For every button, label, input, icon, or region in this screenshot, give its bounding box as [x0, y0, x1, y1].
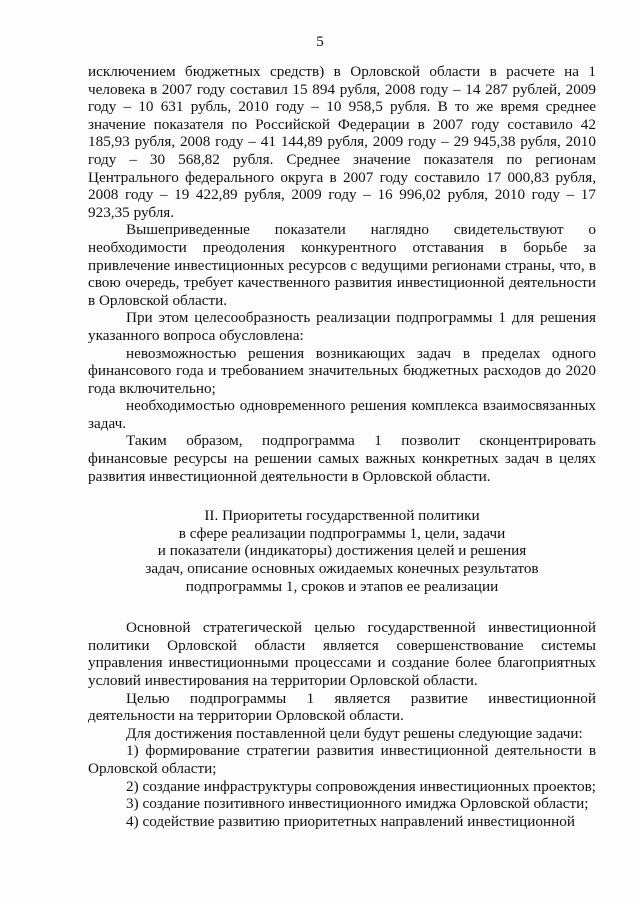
paragraph: Основной стратегической целью государственной инвестиционной политики Орловской области является совершенствование системы управления инвестиционными процессами и создание более благоприятных условий инвестирования на территории Орловской области.	[88, 619, 596, 689]
paragraph: невозможностью решения возникающих задач в пределах одного финансового года и требованием значительных бюджетных расходов до 2020 года включительно;	[88, 344, 596, 397]
paragraph: При этом целесообразность реализации подпрограммы 1 для решения указанного вопроса обусловлена:	[88, 309, 596, 344]
document-body	[88, 63, 596, 830]
paragraph: 2) создание инфраструктуры сопровождения инвестиционных проектов;	[126, 777, 596, 795]
paragraph: 3) создание позитивного инвестиционного имиджа Орловской области;	[126, 795, 589, 813]
paragraph: 4) содействие развитию приоритетных направлений инвестиционной	[126, 812, 575, 830]
paragraph: 1) формирование стратегии развития инвестиционной деятельности в Орловской области;	[88, 742, 596, 777]
heading-line: задач, описание основных ожидаемых конечных результатов	[145, 560, 539, 578]
paragraph: Для достижения поставленной цели будут решены следующие задачи:	[126, 724, 583, 742]
heading-line: и показатели (индикаторы) достижения целей и решения	[157, 542, 527, 560]
heading-line: II. Приоритеты государственной политики	[204, 507, 480, 525]
top-paragraphs	[88, 63, 596, 485]
paragraph: исключением бюджетных средств) в Орловской области в расчете на 1 человека в 2007 году составил 15 894 рубля, 2008 году – 14 287 рублей, 2009 году – 10 631 рубль, 2010 году – 10 958,5 рубля. В то же время среднее значение показателя по Российской Федерации в 2007 году составило 42 185,93 рубля, 2008 году – 41 144,89 рубля, 2009 году – 29 945,38 рубля, 2010 году – 30 568,82 рубля. Среднее значение показателя по регионам Центрального федерального округа в 2007 году составило 17 000,83 рубля, 2008 году – 19 422,89 рубля, 2009 году – 16 996,02 рубля, 2010 году – 17 923,35 рубля.	[88, 63, 596, 221]
heading-line: подпрограммы 1, сроков и этапов ее реализации	[185, 577, 499, 595]
paragraph: Таким образом, подпрограмма 1 позволит сконцентрировать финансовые ресурсы на решении самых важных конкретных задач в целях развития инвестиционной деятельности в Орловской области.	[88, 432, 596, 485]
section-heading	[88, 507, 596, 595]
paragraph: Вышеприведенные показатели наглядно свидетельствуют о необходимости преодоления конкурентного отставания в борьбе за привлечение инвестиционных ресурсов с ведущими регионами страны, что, в свою очередь, требует качественного развития инвестиционной деятельности в Орловской области.	[88, 221, 596, 309]
page-number: 5	[316, 34, 324, 50]
bottom-paragraphs	[88, 619, 596, 830]
paragraph: необходимостью одновременного решения комплекса взаимосвязанных задач.	[88, 397, 596, 432]
paragraph: Целью подпрограммы 1 является развитие инвестиционной деятельности на территории Орловской области.	[88, 689, 596, 725]
heading-line: в сфере реализации подпрограммы 1, цели, задачи	[178, 524, 506, 542]
